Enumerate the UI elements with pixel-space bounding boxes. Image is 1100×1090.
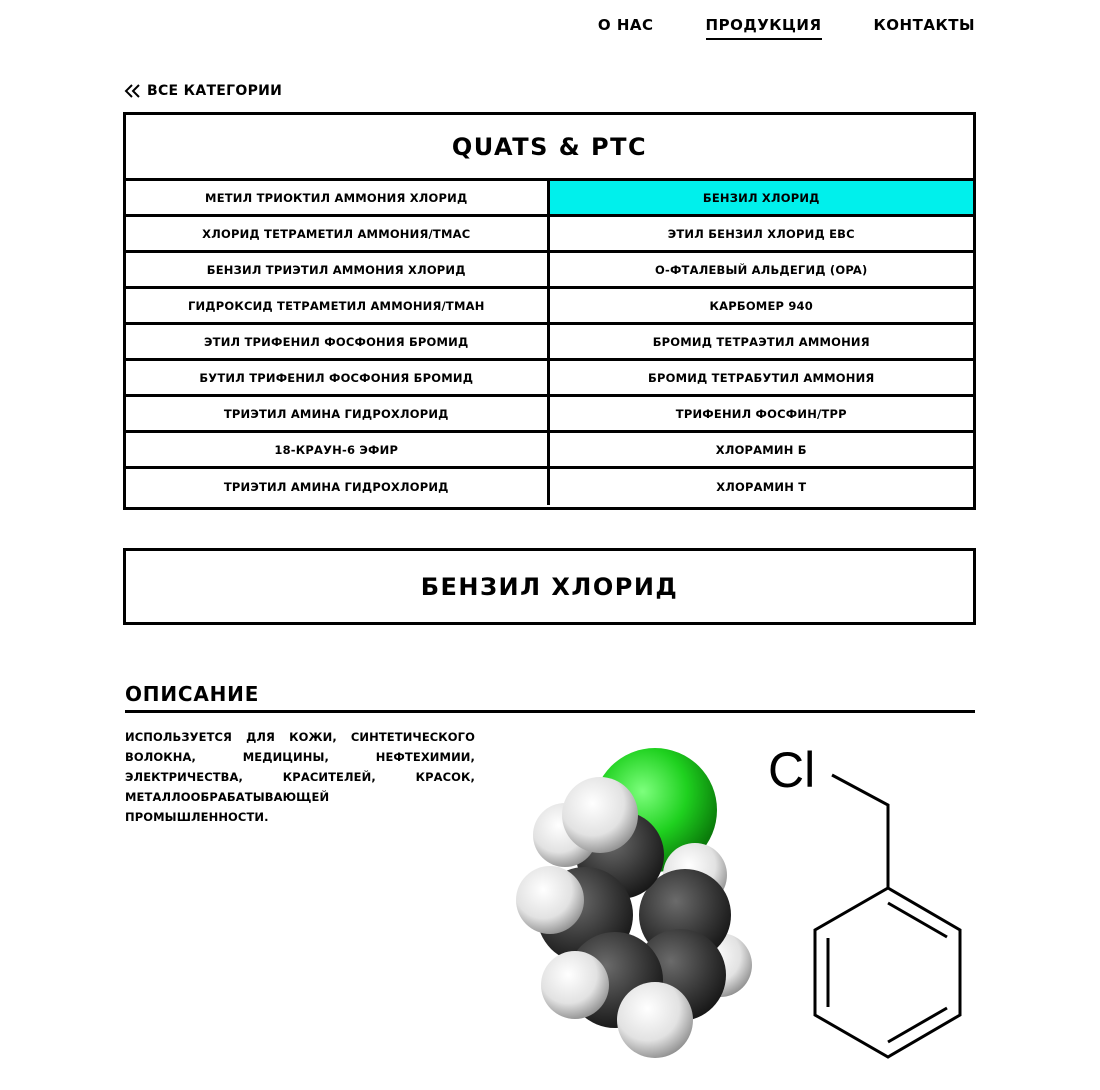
description-heading: ОПИСАНИЕ	[125, 682, 975, 713]
nav-about[interactable]: О НАС	[597, 16, 654, 34]
space-filling-molecule-model	[505, 735, 765, 1065]
product-grid-item[interactable]: ХЛОРАМИН Б	[550, 433, 974, 469]
product-grid-item[interactable]: ГИДРОКСИД ТЕТРАМЕТИЛ АММОНИЯ/TMAH	[126, 289, 550, 325]
product-grid-item[interactable]: КАРБОМЕР 940	[550, 289, 974, 325]
back-to-categories-link[interactable]	[123, 83, 282, 99]
category-panel	[123, 112, 976, 510]
product-grid-item[interactable]: БРОМИД ТЕТРАЭТИЛ АММОНИЯ	[550, 325, 974, 361]
double-chevron-left-icon	[123, 83, 141, 99]
product-grid-item[interactable]: ТРИЭТИЛ АМИНА ГИДРОХЛОРИД	[126, 469, 550, 505]
product-grid-item[interactable]: ТРИФЕНИЛ ФОСФИН/TPP	[550, 397, 974, 433]
back-link-label: ВСЕ КАТЕГОРИИ	[147, 83, 283, 99]
product-grid-item[interactable]: 18-КРАУН-6 ЭФИР	[126, 433, 550, 469]
description-text: ИСПОЛЬЗУЕТСЯ ДЛЯ КОЖИ, СИНТЕТИЧЕСКОГО ВОЛОКНА, МЕДИЦИНЫ, НЕФТЕХИМИИ, ЭЛЕКТРИЧЕСТВА, КРАСИТЕЛЕЙ, КРАСОК, МЕТАЛЛООБРАБАТЫВАЮЩЕЙ ПРОМЫШЛЕННОСТИ.	[125, 730, 475, 824]
product-grid-item[interactable]: О-ФТАЛЕВЫЙ АЛЬДЕГИД (OPA)	[550, 253, 974, 289]
product-grid-item[interactable]: ХЛОРАМИН Т	[716, 480, 807, 494]
product-grid-item[interactable]: БРОМИД ТЕТРАБУТИЛ АММОНИЯ	[550, 361, 974, 397]
product-grid-item[interactable]: БЕНЗИЛ ХЛОРИД	[550, 181, 974, 217]
nav-contacts[interactable]: КОНТАКТЫ	[873, 16, 975, 34]
product-grid-item[interactable]: БУТИЛ ТРИФЕНИЛ ФОСФОНИЯ БРОМИД	[126, 361, 550, 397]
category-title: QUATS & PTC	[126, 115, 973, 181]
product-grid-item[interactable]: ЭТИЛ ТРИФЕНИЛ ФОСФОНИЯ БРОМИД	[126, 325, 550, 361]
nav-products[interactable]: ПРОДУКЦИЯ	[706, 14, 822, 40]
product-title: БЕНЗИЛ ХЛОРИД	[123, 548, 976, 625]
product-grid	[126, 181, 973, 505]
product-grid-item[interactable]: ХЛОРИД ТЕТРАМЕТИЛ АММОНИЯ/TMAC	[126, 217, 550, 253]
product-grid-item[interactable]: МЕТИЛ ТРИОКТИЛ АММОНИЯ ХЛОРИД	[126, 181, 550, 217]
top-nav	[598, 14, 975, 40]
product-grid-item[interactable]: БЕНЗИЛ ТРИЭТИЛ АММОНИЯ ХЛОРИД	[126, 253, 550, 289]
product-grid-item[interactable]: ТРИЭТИЛ АМИНА ГИДРОХЛОРИД	[126, 397, 550, 433]
chlorine-label: Cl	[768, 742, 816, 798]
product-grid-item[interactable]: ЭТИЛ БЕНЗИЛ ХЛОРИД EBC	[550, 217, 974, 253]
skeletal-structure-formula	[760, 735, 980, 1065]
